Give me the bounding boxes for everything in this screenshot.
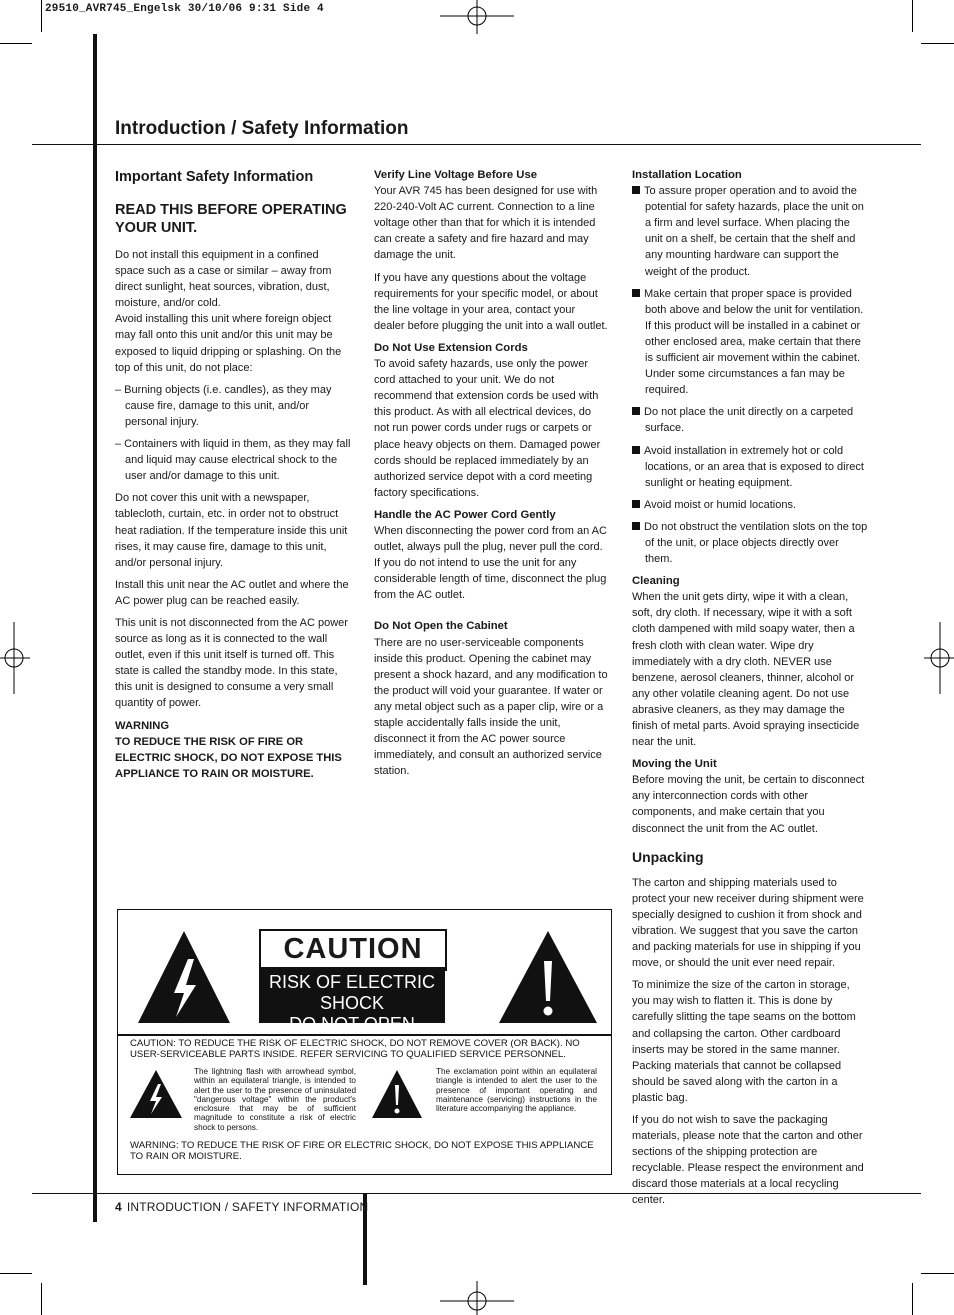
extension-cords-heading: Do Not Use Extension Cords bbox=[374, 341, 528, 354]
paragraph: The carton and shipping materials used to protect your new receiver during shipment were specially designed to cushion it from shock and vibration. We suggest that you save the carton and packing materials for use in shipping if you move, or should the unit ever need repair. bbox=[632, 876, 864, 970]
footer-label bbox=[115, 1200, 368, 1214]
paragraph: To minimize the size of the carton in storage, you may wish to flatten it. This is done by carefully slitting the tape seams on the bottom and collapsing the carton. Other cardboard inserts may be stored in the same manner. Packing materials that cannot be collapsed should be saved along with the carton in a plastic bag. bbox=[632, 979, 856, 1104]
square-bullet-icon bbox=[632, 407, 640, 415]
paragraph: To avoid safety hazards, use only the power cord attached to your unit. We do not recommend that extension cords be used with this product. As with all electrical devices, do not run power cords under rugs or carpets or place heavy objects on them. Damaged power cords should be replaced immediately by an authorized service depot with a cord meeting factory specifications. bbox=[374, 358, 601, 499]
cabinet-heading: Do Not Open the Cabinet bbox=[374, 620, 508, 633]
installation-heading: Installation Location bbox=[632, 169, 742, 181]
exclamation-explanation: The exclamation point within an equilateral triangle is intended to alert the user to the presence of important operating and maintenance (servicing) instructions in the literature accompanying the appliance. bbox=[436, 1067, 597, 1114]
square-bullet-icon bbox=[632, 186, 640, 194]
column-2 bbox=[374, 167, 608, 785]
warning-label: WARNING bbox=[115, 719, 170, 732]
registration-mark-top bbox=[440, 0, 514, 34]
read-before-heading: READ THIS BEFORE OPERATING YOUR UNIT. bbox=[115, 202, 347, 236]
lightning-warning-icon bbox=[136, 929, 232, 1025]
power-cord-heading: Handle the AC Power Cord Gently bbox=[374, 508, 556, 521]
voltage-heading: Verify Line Voltage Before Use bbox=[374, 169, 538, 181]
paragraph: Before moving the unit, be certain to disconnect any interconnection cords with other components, and make certain that you disconnect the unit from the AC outlet. bbox=[632, 774, 865, 835]
bullet-item: Do not place the unit directly on a carpeted surface. bbox=[632, 404, 868, 436]
column-3 bbox=[632, 167, 868, 1215]
lightning-explanation: The lightning flash with arrowhead symbol, within an equilateral triangle, is intended to alert the user to the presence of uninsulated "dangerous voltage" within the product's enclosure that may be of sufficient magnitude to constitute a risk of electric shock to persons. bbox=[194, 1067, 356, 1132]
caution-warning: WARNING: TO REDUCE THE RISK OF FIRE OR ELECTRIC SHOCK, DO NOT EXPOSE THIS APPLIANCE TO RAIN OR MOISTURE. bbox=[130, 1140, 594, 1162]
bullet-item: Make certain that proper space is provided both above and below the unit for ventilation. If this product will be installed in a cabinet or other enclosed area, make certain that there is sufficient air movement within the cabinet. Under some circumstances a fan may be required. bbox=[632, 286, 868, 399]
bullet-item: Do not obstruct the ventilation slots on the top of the unit, or place objects directly over them. bbox=[632, 519, 868, 567]
bullet-item: Avoid moist or humid locations. bbox=[632, 497, 868, 513]
square-bullet-icon bbox=[632, 446, 640, 454]
header-rule bbox=[32, 144, 921, 145]
cleaning-heading: Cleaning bbox=[632, 575, 680, 588]
moving-heading: Moving the Unit bbox=[632, 758, 717, 771]
paragraph: Install this unit near the AC outlet and where the AC power plug can be reached easily. bbox=[115, 578, 349, 607]
page-number: 4 bbox=[115, 1200, 122, 1214]
paragraph: There are no user-serviceable components inside this product. Opening the cabinet may present a shock hazard, and any modification to the product will void your guarantee. If water or any metal object such as a paper clip, wire or a staple accidentally falls inside the unit, disconnect it from the AC power source immediately, and consult an authorized service station. bbox=[374, 636, 608, 778]
column-1 bbox=[115, 168, 351, 782]
print-slug: 29510_AVR745_Engelsk 30/10/06 9:31 Side 4 bbox=[45, 3, 324, 15]
warning-text: TO REDUCE THE RISK OF FIRE OR ELECTRIC SHOCK, DO NOT EXPOSE THIS APPLIANCE TO RAIN OR MOISTURE. bbox=[115, 735, 342, 780]
caution-notice: CAUTION: TO REDUCE THE RISK OF ELECTRIC SHOCK, DO NOT REMOVE COVER (OR BACK). NO USER-SERVICEABLE PARTS INSIDE. REFER SERVICING TO QUALIFIED SERVICE PERSONNEL. bbox=[130, 1038, 580, 1060]
section-heading: Important Safety Information bbox=[115, 169, 314, 185]
bullet-item: To assure proper operation and to avoid the potential for safety hazards, place the unit on a firm and level surface. When placing the unit on a shelf, be certain that the shelf and any mounting hardware can support the weight of the product. bbox=[632, 183, 868, 280]
square-bullet-icon bbox=[632, 500, 640, 508]
caution-title: CAUTION bbox=[259, 929, 447, 971]
paragraph: When the unit gets dirty, wipe it with a clean, soft, dry cloth. If necessary, wipe it with a soft cloth dampened with mild soapy water, then a fresh cloth with clean water. Wipe dry immediately with a dry cloth. NEVER use benzene, aerosol cleaners, thinner, alcohol or any other volatile cleaning agent. Do not use abrasive cleaners, as they may damage the finish of metal parts. Avoid spraying insecticide near the unit. bbox=[632, 591, 860, 749]
paragraph: If you have any questions about the voltage requirements for your specific model, or about the line voltage in your area, contact your dealer before plugging the unit into a wall outlet. bbox=[374, 271, 608, 332]
paragraph: Do not cover this unit with a newspaper, tablecloth, curtain, etc. in order not to obstruct heat radiation. If the temperature inside this unit rises, it may cause fire, damage to this unit, and/or personal injury. bbox=[115, 492, 348, 569]
registration-mark-left bbox=[0, 622, 30, 694]
caution-open-line: DO NOT OPEN bbox=[289, 1014, 415, 1034]
paragraph: When disconnecting the power cord from an AC outlet, always pull the plug, never pull the cord. If you do not intend to use the unit for any considerable length of time, disconnect the plug from the AC outlet. bbox=[374, 524, 607, 602]
square-bullet-icon bbox=[632, 289, 640, 297]
paragraph: This unit is not disconnected from the AC power source as long as it is connected to the wall outlet, even if this unit itself is turned off. This state is called the standby mode. In this state, this unit is designed to consume a very small quantity of power. bbox=[115, 616, 348, 710]
square-bullet-icon bbox=[632, 522, 640, 530]
registration-mark-bottom bbox=[440, 1281, 514, 1315]
caution-shock-panel bbox=[259, 967, 445, 1034]
exclamation-warning-icon bbox=[497, 929, 599, 1025]
list-item: – Containers with liquid in them, as they may fall and liquid may cause electrical shock to the user and/or damage to this unit. bbox=[115, 438, 351, 483]
paragraph: Do not install this equipment in a confined space such as a case or similar – away from direct sunlight, heat sources, vibration, dust, moisture, and/or cold. bbox=[115, 249, 332, 310]
paragraph: If you do not wish to save the packaging materials, please note that the carton and other sections of the shipping protection are recyclable. Please respect the environment and discard those materials at a local recycling center. bbox=[632, 1113, 864, 1207]
page-title: Introduction / Safety Information bbox=[115, 118, 409, 139]
lightning-small-icon bbox=[129, 1069, 183, 1119]
footer-section: INTRODUCTION / SAFETY INFORMATION bbox=[126, 1200, 369, 1214]
exclamation-small-icon bbox=[371, 1069, 423, 1119]
caution-shock-line: RISK OF ELECTRIC SHOCK bbox=[268, 972, 436, 1013]
paragraph: Your AVR 745 has been designed for use with 220-240-Volt AC current. Connection to a line voltage other than that for which it is intended can create a safety and fire hazard and may damage the unit. bbox=[374, 185, 598, 262]
bullet-item: Avoid installation in extremely hot or cold locations, or an area that is exposed to direct sunlight or heating equipment. bbox=[632, 443, 868, 491]
left-margin-bar bbox=[93, 34, 97, 1222]
registration-mark-right bbox=[924, 622, 954, 694]
unpacking-heading: Unpacking bbox=[632, 848, 704, 865]
paragraph: Avoid installing this unit where foreign object may fall onto this unit and/or this unit may be exposed to liquid dripping or splashing. On the top of this unit, do not place: bbox=[115, 313, 342, 374]
list-item: – Burning objects (i.e. candles), as they may cause fire, damage to this unit, and/or personal injury. bbox=[115, 383, 332, 428]
